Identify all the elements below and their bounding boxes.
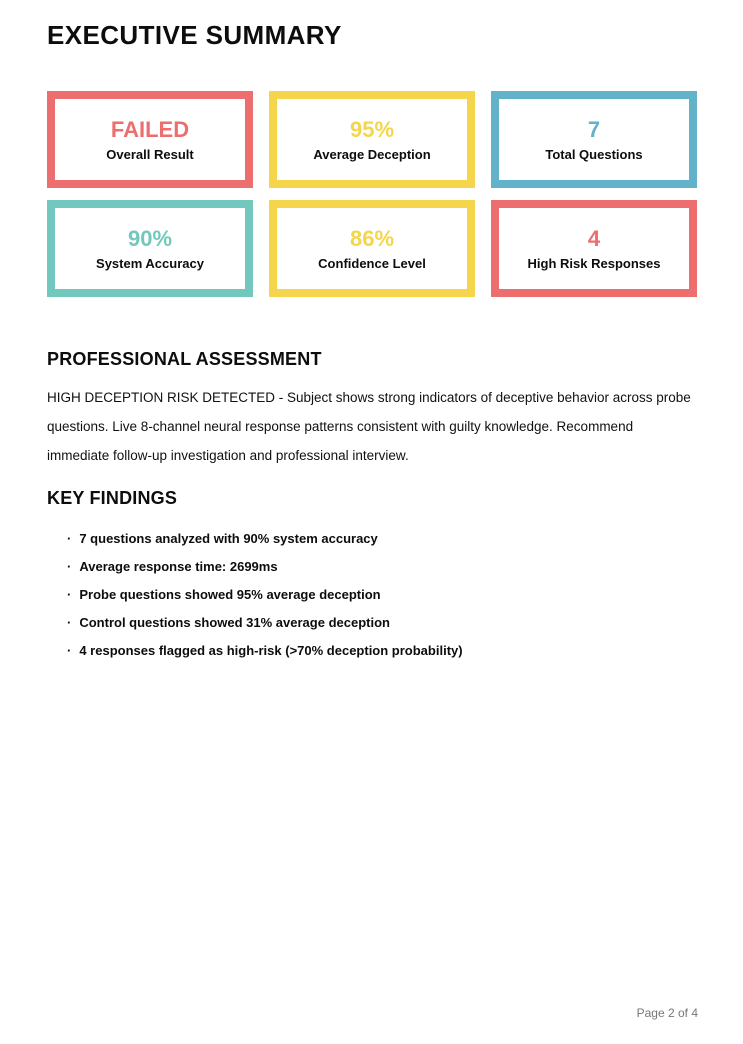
finding-item bbox=[67, 641, 697, 660]
stats-grid bbox=[47, 91, 697, 297]
stat-label: System Accuracy bbox=[96, 255, 204, 271]
finding-item bbox=[67, 529, 697, 548]
stat-label: Total Questions bbox=[545, 146, 643, 162]
stat-card-confidence-level bbox=[269, 200, 475, 297]
assessment-heading: PROFESSIONAL ASSESSMENT bbox=[47, 349, 322, 369]
finding-text: Control questions showed 31% average deception bbox=[79, 615, 390, 630]
stat-value: 86% bbox=[349, 225, 395, 251]
finding-item bbox=[67, 613, 697, 632]
finding-text: 7 questions analyzed with 90% system accuracy bbox=[79, 531, 378, 546]
bullet-marker: · bbox=[67, 587, 72, 602]
stat-value: 7 bbox=[587, 116, 601, 142]
stat-card-high-risk-responses bbox=[491, 200, 697, 297]
stat-label: High Risk Responses bbox=[527, 255, 661, 271]
stat-label: Confidence Level bbox=[318, 255, 426, 271]
stat-value: FAILED bbox=[110, 116, 190, 142]
findings-list bbox=[47, 529, 697, 660]
assessment-body: HIGH DECEPTION RISK DETECTED - Subject shows strong indicators of deceptive behavior across probe questions. Live 8-channel neural response patterns consistent with guilty knowledge. Recommend immediate follow-up investigation and professional interview. bbox=[47, 390, 691, 463]
stat-card-system-accuracy bbox=[47, 200, 253, 297]
finding-item bbox=[67, 557, 697, 576]
stat-value: 95% bbox=[349, 116, 395, 142]
stat-label: Average Deception bbox=[313, 146, 431, 162]
stat-card-total-questions bbox=[491, 91, 697, 188]
finding-text: Probe questions showed 95% average deception bbox=[79, 587, 381, 602]
finding-text: Average response time: 2699ms bbox=[79, 559, 278, 574]
bullet-marker: · bbox=[67, 615, 72, 630]
stat-card-overall-result bbox=[47, 91, 253, 188]
stat-value: 4 bbox=[587, 225, 601, 251]
stat-card-average-deception bbox=[269, 91, 475, 188]
finding-text: 4 responses flagged as high-risk (>70% deception probability) bbox=[79, 643, 463, 658]
stat-label: Overall Result bbox=[106, 146, 194, 162]
finding-item bbox=[67, 585, 697, 604]
page-title: EXECUTIVE SUMMARY bbox=[47, 20, 342, 50]
bullet-marker: · bbox=[67, 643, 72, 658]
stat-value: 90% bbox=[127, 225, 173, 251]
findings-heading: KEY FINDINGS bbox=[47, 488, 178, 508]
page-number: Page 2 of 4 bbox=[636, 1006, 698, 1020]
bullet-marker: · bbox=[67, 559, 72, 574]
bullet-marker: · bbox=[67, 531, 72, 546]
